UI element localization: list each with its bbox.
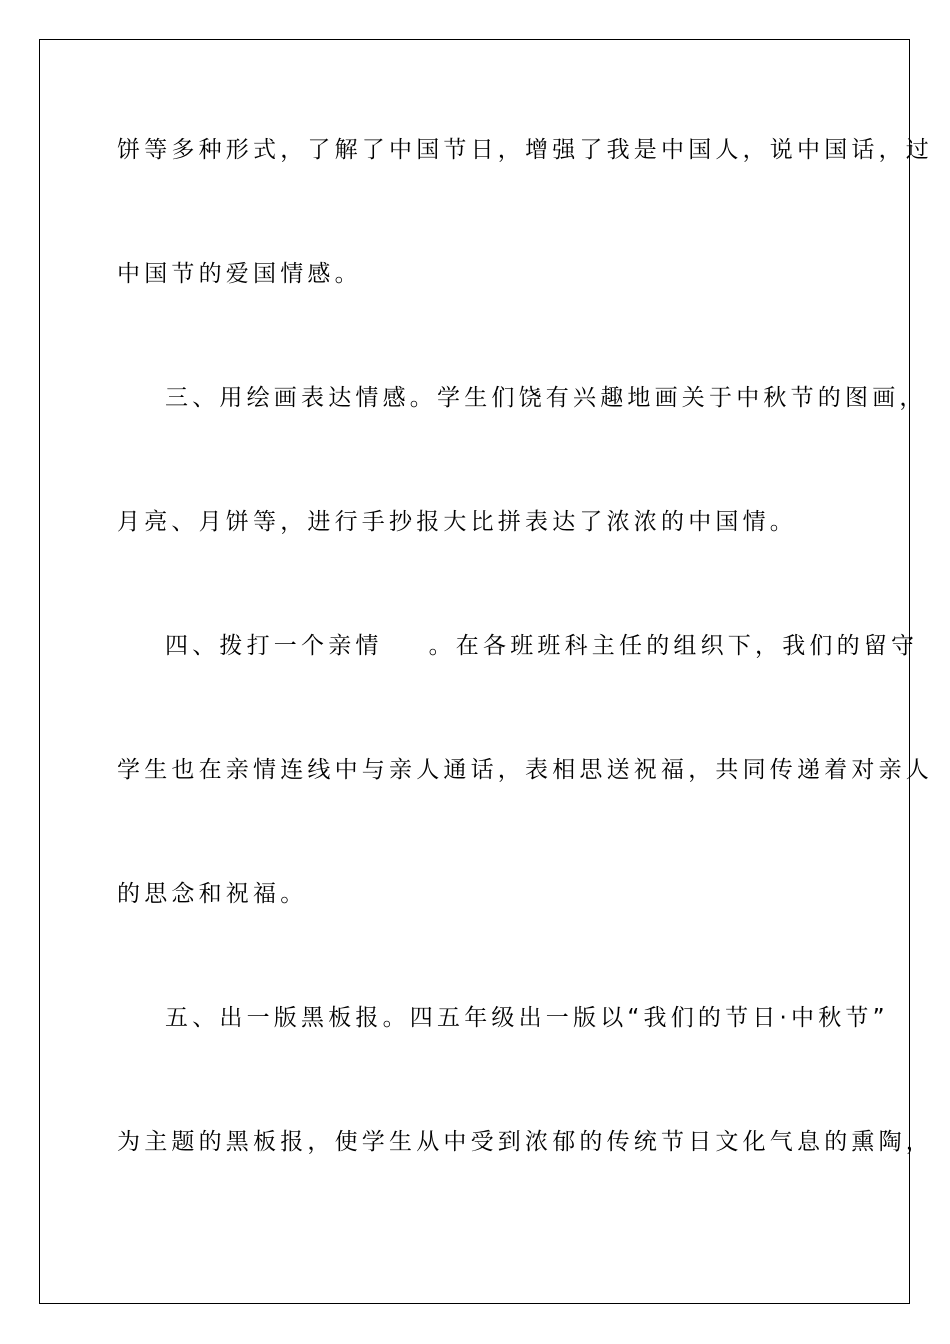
- paragraph-line-section-5: 五、出一版黑板报。四五年级出一版以“我们的节日·中秋节”: [165, 1005, 889, 1031]
- text-line: 饼等多种形式，了解了中国节日，增强了我是中国人，说中国话，过: [117, 137, 933, 163]
- paragraph-line-section-3: 三、用绘画表达情感。学生们饶有兴趣地画关于中秋节的图画，: [165, 385, 927, 411]
- text-fragment: 四、拨打一个亲情: [165, 633, 383, 659]
- text-line: 中国节的爱国情感。: [117, 261, 362, 287]
- text-line: 的思念和祝福。: [117, 881, 308, 907]
- text-line: 为主题的黑板报，使学生从中受到浓郁的传统节日文化气息的熏陶，: [117, 1129, 933, 1155]
- page-frame: [39, 39, 910, 1304]
- text-line: 学生也在亲情连线中与亲人通话，表相思送祝福，共同传递着对亲人: [117, 757, 933, 783]
- paragraph-line-section-4: [165, 631, 918, 661]
- text-fragment: 。在各班班科主任的组织下，我们的留守: [428, 633, 919, 659]
- text-line: 月亮、月饼等，进行手抄报大比拼表达了浓浓的中国情。: [117, 509, 797, 535]
